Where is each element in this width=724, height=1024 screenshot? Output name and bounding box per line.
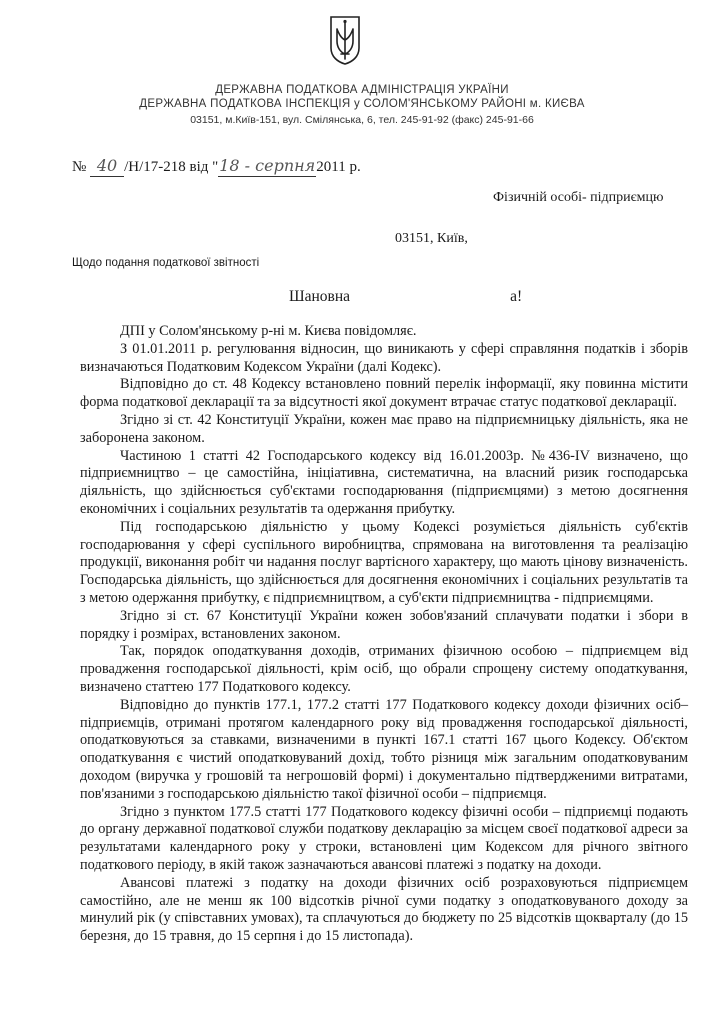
number-label: № <box>72 159 87 175</box>
subject-line: Щодо подання податкової звітності <box>72 257 260 269</box>
paragraph: Так, порядок оподаткування доходів, отриманих фізичною особою – підприємцем від провадження господарської діяльності, крім осіб, що обрали спрощену систему оподаткування, визначено статтею 177 Податкового кодексу. <box>80 643 688 695</box>
addressee-line2: 03151, Київ, <box>395 231 468 246</box>
salutation-start: Шановна <box>289 288 351 305</box>
registration-line <box>72 156 361 177</box>
paragraph: Відповідно до ст. 48 Кодексу встановлено повний перелік інформації, яку повинна містити форма податкової декларації та за відсутності якої документ втрачає статус податкової декларації. <box>80 376 688 411</box>
date-label: від " <box>189 159 219 175</box>
paragraph: Згідно зі ст. 67 Конституції України кожен зобов'язаний сплачувати податки і збори в порядку і розмірах, встановлених законом. <box>80 607 688 642</box>
paragraph: Частиною 1 статті 42 Господарського кодексу від 16.01.2003р. №436-IV визначено, що підприємництво – це самостійна, ініціативна, систематична, на власний ризик господарська діяльність, що здійснюється суб'єктами господарювання (підприємцями) з метою досягнення економічних і соціальних результатів та одержання прибутку. <box>80 447 688 517</box>
addressee-line1: Фізичній особі- підприємцю <box>493 190 664 205</box>
paragraph: Згідно з пунктом 177.5 статті 177 Податкового кодексу фізичні особи – підприємці подають до органу державної податкової служби податкову декларацію за місцем своєї податкової адреси за результатами календарного року у строки, встановлені цим Кодексом для річного звітного податкового періоду, в якій також зазначаються авансові платежі з податку на доходи. <box>80 803 688 873</box>
year: 2011 р. <box>316 159 361 175</box>
salutation <box>289 288 522 306</box>
number-value: 40 <box>96 156 118 175</box>
salutation-end: а! <box>510 288 523 305</box>
date-value: 18 - серпня <box>219 156 316 175</box>
header-address: 03151, м.Київ-151, вул. Смілянська, 6, тел. 245-91-92 (факс) 245-91-66 <box>190 114 534 126</box>
letter-body <box>80 323 688 946</box>
paragraph: Згідно зі ст. 42 Конституції України, кожен має право на підприємницьку діяльність, яка не заборонена законом. <box>80 411 688 446</box>
paragraph: З 01.01.2011 р. регулювання відносин, що виникають у сфері справляння податків і зборів визначаються Податковим Кодексом України (далі Кодекс). <box>80 340 688 375</box>
paragraph: Відповідно до пунктів 177.1, 177.2 статті 177 Податкового кодексу доходи фізичних осіб– підприємців, отримані протягом календарного року від провадження господарської діяльності, оподатковуються за ставками, визначеними в пункті 167.1 статті 167 цього Кодексу. Об'єктом оподаткування є чистий оподатковуваний дохід, тобто різниця між загальним оподатковуваним доходом (виручка у грошовій та негрошовій формі) і документально підтвердженими витратами, пов'язаними з господарською діяльністю такої фізичної особи – підприємця. <box>80 696 688 802</box>
paragraph: Авансові платежі з податку на доходи фізичних осіб розраховуються підприємцем самостійно, але не менш як 100 відсотків річної суми податку з оподатковуваного доходу за минулий рік (у співставних умовах), та сплачуються до бюджету по 25 відсотків щокварталу (до 15 березня, до 15 травня, до 15 серпня і до 15 листопада). <box>80 874 688 945</box>
number-code: /Н/17-218 <box>124 159 186 175</box>
header-inspection: ДЕРЖАВНА ПОДАТКОВА ІНСПЕКЦІЯ у СОЛОМ'ЯНСЬКОМУ РАЙОНІ м. КИЄВА <box>139 98 585 110</box>
paragraph: ДПІ у Солом'янському р-ні м. Києва повідомляє. <box>120 323 417 339</box>
header-agency: ДЕРЖАВНА ПОДАТКОВА АДМІНІСТРАЦІЯ УКРАЇНИ <box>215 84 509 96</box>
paragraph: Під господарською діяльністю у цьому Кодексі розуміється діяльність суб'єктів господарювання у сфері суспільного виробництва, спрямована на виготовлення та реалізацію продукції, виконання робіт чи надання послуг вартісного характеру, що мають цінову визначеність. Господарська діяльність, що здійснюється для досягнення економічних і соціальних результатів та з метою одержання прибутку, є підприємництвом, а суб'єкти підприємництва - підприємцями. <box>80 518 688 606</box>
coat-of-arms-icon <box>328 14 362 66</box>
